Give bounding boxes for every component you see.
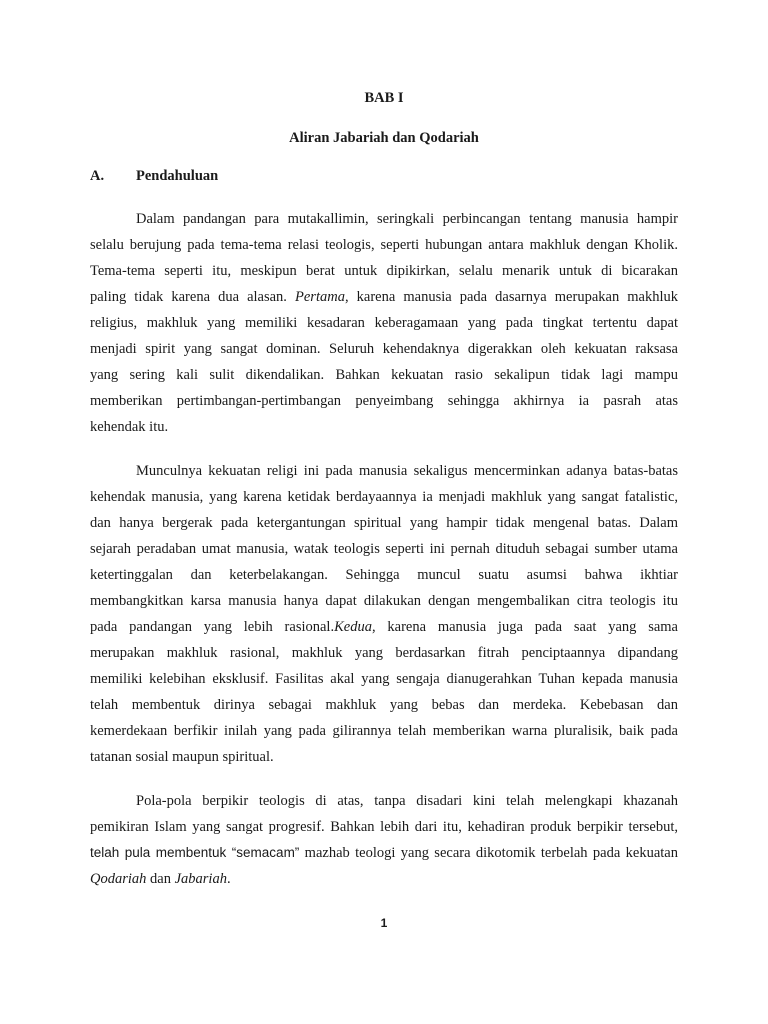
paragraph-line: menjadi spirit yang sangat dominan. Seluruh kehendaknya digerakkan oleh kekuatan raksasa (90, 341, 678, 357)
paragraph-line: Dalam pandangan para mutakallimin, seringkali perbincangan tentang manusia hampir (136, 211, 678, 227)
paragraph-line: memberikan pertimbangan-pertimbangan penyeimbang sehingga akhirnya ia pasrah atas (90, 393, 678, 409)
text-segment: , karena manusia pada dasarnya merupakan makhluk (344, 289, 679, 305)
paragraph-line: yang sering kali sulit dikendalikan. Bahkan kekuatan rasio sekalipun tidak lagi mampu (90, 367, 678, 383)
paragraph-line: sejarah peradaban umat manusia, watak teologis seperti ini pernah dituduh sebagai sumber utama (90, 541, 678, 557)
paragraph-line: kehendak manusia, yang karena ketidak berdayaannya ia menjadi makhluk yang sangat fatalistic, (90, 489, 678, 505)
chapter-title: Aliran Jabariah dan Qodariah (289, 130, 479, 146)
text-segment: , karena manusia juga pada saat yang sama (371, 619, 678, 635)
italic-term-jabariah: Jabariah (174, 871, 227, 887)
paragraph-line: pemikiran Islam yang sangat progresif. Bahkan lebih dari itu, kehadiran produk berpikir tersebut, (90, 819, 678, 835)
text-segment: mazhab teologi yang secara dikotomik terbelah pada kekuatan (299, 845, 678, 861)
paragraph-line: membangkitkan karsa manusia hanya dapat dilakukan dengan mengembalikan citra teologis itu (90, 593, 678, 609)
text-segment: pada pandangan yang lebih rasional. (90, 619, 335, 635)
section-number: A. (90, 168, 105, 184)
paragraph-line: selalu berujung pada tema-tema relasi teologis, seperti hubungan antara makhluk dengan Kholik. (90, 237, 678, 253)
paragraph-line: tatanan sosial maupun spiritual. (90, 749, 274, 765)
paragraph-3 (90, 788, 678, 892)
section-title: Pendahuluan (136, 168, 219, 184)
paragraph-line: kemerdekaan berfikir inilah yang pada gilirannya telah memberikan warna pluralisik, baik pada (90, 723, 678, 739)
chapter-heading: BAB I (364, 90, 404, 106)
paragraph-line: telah membentuk dirinya sebagai makhluk yang bebas dan merdeka. Kebebasan dan (90, 697, 678, 713)
paragraph-line: merupakan makhluk rasional, makhluk yang berdasarkan fitrah penciptaannya dipandang (90, 645, 678, 661)
paragraph-line: religius, makhluk yang memiliki kesadaran keberagamaan yang pada tingkat tertentu dapat (90, 315, 678, 331)
paragraph-line (90, 614, 678, 640)
section-heading (90, 168, 218, 185)
paragraph-1 (90, 206, 678, 440)
italic-term-qodariah: Qodariah (90, 871, 147, 887)
paragraph-line: ketertinggalan dan keterbelakangan. Sehingga muncul suatu asumsi bahwa ikhtiar (90, 567, 678, 583)
paragraph-line (90, 840, 678, 866)
paragraph-line (90, 284, 678, 310)
text-segment: telah pula membentuk “semacam” (90, 845, 300, 860)
paragraph-line (90, 866, 678, 892)
paragraph-line: memiliki kelebihan eksklusif. Fasilitas akal yang sengaja dianugerahkan Tuhan kepada manusia (90, 671, 678, 687)
paragraph-line: Tema-tema seperti itu, meskipun berat untuk dipikirkan, selalu menarik untuk di bicarakan (90, 263, 678, 279)
text-segment: dan (146, 871, 175, 887)
text-segment: . (226, 871, 231, 887)
italic-term-kedua: Kedua (334, 619, 372, 635)
text-segment: paling tidak karena dua alasan. (90, 289, 296, 305)
italic-term-pertama: Pertama (295, 289, 345, 305)
paragraph-line: dan hanya bergerak pada ketergantungan spiritual yang hampir tidak mengenal batas. Dalam (90, 515, 678, 531)
page-number: 1 (380, 916, 388, 930)
paragraph-line: Munculnya kekuatan religi ini pada manusia sekaligus mencerminkan adanya batas-batas (136, 463, 678, 479)
paragraph-line: kehendak itu. (90, 419, 169, 435)
paragraph-2 (90, 458, 678, 770)
paragraph-line: Pola-pola berpikir teologis di atas, tanpa disadari kini telah melengkapi khazanah (136, 793, 678, 809)
